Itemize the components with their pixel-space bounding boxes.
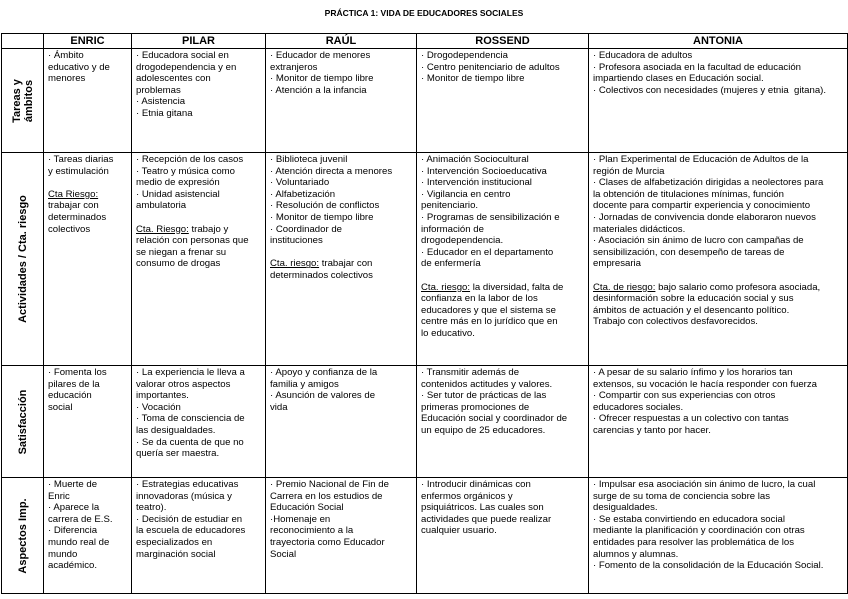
cell-text-line: vida (270, 401, 288, 413)
cell-text-line: determinados (48, 211, 107, 223)
cell-text-line: región de Murcia (593, 165, 665, 177)
cell-text-line: Educación Social (270, 502, 344, 514)
table-cell (589, 49, 848, 153)
cell-text-line: quería ser maestra. (136, 448, 220, 460)
table-cell (132, 153, 266, 366)
cell-text-line: mundo real de (48, 536, 110, 548)
cell-text-line: surge de su toma de conciencia sobre las (593, 490, 771, 502)
cell-text-line: menores (48, 73, 86, 85)
table-cell (132, 478, 266, 594)
cell-text-line: · Tareas diarias (48, 154, 114, 165)
cell-text-line: · Animación Sociocultural (421, 154, 529, 165)
table-cell (44, 478, 132, 594)
cell-text-line: educativo y de (48, 61, 110, 73)
cell-text-line: · Atención directa a menores (270, 165, 393, 177)
cell-text-line: · Estrategias educativas (136, 479, 239, 490)
cell-text-line: centre más en lo jurídico que en (421, 316, 558, 328)
cell-text-line: se niegan a frenar su (136, 246, 227, 258)
column-header: PILAR (132, 34, 266, 49)
cell-text-line: · Aparece la (48, 502, 100, 514)
cell-text-line: carencias y tanto por hacer. (593, 424, 711, 436)
cell-text-line: · Educadora social en (136, 50, 229, 61)
column-header: ROSSEND (417, 34, 589, 49)
cell-text-line: problemas (136, 84, 181, 96)
cell-text-line: marginación social (136, 548, 216, 560)
cell-text-line: · Jornadas de convivencia donde elaboraron nuevos (593, 211, 816, 223)
cell-text-line: · Intervención institucional (421, 177, 532, 189)
cell-text-line: · Profesora asociada en la facultad de educación (593, 61, 801, 73)
corner-cell (2, 34, 44, 49)
cell-text-line: · Etnia gitana (136, 107, 193, 119)
table-cell (589, 478, 848, 594)
cell-text-line: sensibilización, con desempeño de tareas de (593, 246, 785, 258)
cell-text-line: penitenciario. (421, 200, 479, 212)
cell-text-line: educadores y que el sistema se (421, 304, 556, 316)
cell-text-line: primeras promociones de (421, 401, 530, 413)
cell-text-line: · Recepción de los casos (136, 154, 244, 165)
cell-text-line: · Vocación (136, 401, 181, 413)
cell-text-line: Cta. riesgo: la diversidad, falta de (421, 281, 564, 293)
cell-text-line: educación (48, 390, 92, 402)
cell-text-line: ámbitos de actuación y el desencanto político. (593, 304, 790, 316)
cell-text-line: actividades que puede realizar (421, 513, 552, 525)
cell-text-line: mundo (48, 548, 78, 560)
cell-text-line: · Transmitir además de (421, 367, 520, 378)
table-cell (132, 49, 266, 153)
cell-text-line: extranjeros (270, 61, 318, 73)
row-header-label (11, 79, 35, 123)
column-header: ANTONIA (589, 34, 848, 49)
cell-text-line: la escuela de educadores (136, 525, 246, 537)
table-cell (417, 366, 589, 478)
cell-text-line: adolescentes con (136, 73, 211, 85)
educators-table (1, 33, 848, 594)
row-header-text: Tareas y (10, 78, 23, 123)
cell-text-line: especializados en (136, 536, 213, 548)
cell-text-line: desigualdades. (593, 502, 658, 514)
cell-text-line: extensos, su vocación le hacía responder con fuerza (593, 378, 817, 390)
cell-text-line: · Diferencia (48, 525, 98, 537)
cell-text-line: carrera de E.S. (48, 513, 113, 525)
cell-text-line: reconocimiento a la (270, 525, 354, 537)
cell-text-line: · Fomenta los (48, 367, 107, 378)
cell-text-line: · Vigilancia en centro (421, 188, 511, 200)
cell-text-line: ·Homenaje en (270, 513, 331, 525)
row-header-text: Satisfacción (16, 389, 29, 454)
cell-text-line: · Ser tutor de prácticas de las (421, 390, 547, 402)
table-cell (266, 153, 417, 366)
cell-text-line: · Centro penitenciario de adultos (421, 61, 560, 73)
table-cell (44, 153, 132, 366)
column-header: ENRIC (44, 34, 132, 49)
cell-text-line: · Muerte de (48, 479, 98, 490)
cell-text-line: · Alfabetización (270, 188, 336, 200)
risk-label: Cta Riesgo: (48, 188, 99, 200)
cell-text-line: información de (421, 223, 484, 235)
cell-text-line: teatro). (136, 502, 167, 514)
cell-text-line: · Drogodependencia (421, 50, 508, 61)
table-cell (417, 49, 589, 153)
cell-text-line: · La experiencia le lleva a (136, 367, 245, 378)
row-header (2, 153, 44, 366)
table-cell (266, 478, 417, 594)
cell-text-line: Cta. de riesgo: bajo salario como profesora asociada, (593, 281, 821, 293)
table-cell (44, 366, 132, 478)
cell-text-line: social (48, 401, 73, 413)
table-cell (589, 366, 848, 478)
cell-text-line: · Se da cuenta de que no (136, 436, 244, 448)
cell-text-line: de enfermería (421, 258, 481, 270)
cell-text-line: pilares de la (48, 378, 100, 390)
cell-text-line: valorar otros aspectos (136, 378, 231, 390)
row-header (2, 478, 44, 594)
table-cell (417, 478, 589, 594)
cell-text-line: · Asistencia (136, 96, 186, 108)
cell-text-line: educadores sociales. (593, 401, 684, 413)
row-header (2, 49, 44, 153)
risk-label: Cta. de riesgo: (593, 281, 656, 293)
cell-text-line (48, 189, 128, 201)
cell-text-line: académico. (48, 560, 98, 572)
cell-text-line: entidades para resolver las problemática de los (593, 536, 795, 548)
cell-text-line: · Educador en el departamento (421, 246, 554, 258)
cell-text-line: y estimulación (48, 165, 109, 177)
cell-text-line: drogodependencia. (421, 235, 504, 247)
row-header-label (17, 195, 29, 323)
cell-text-line: importantes. (136, 390, 189, 402)
cell-text-line: innovadoras (música y (136, 490, 232, 502)
table-cell (266, 366, 417, 478)
cell-text-line: · Voluntariado (270, 177, 330, 189)
table-cell (589, 153, 848, 366)
cell-text-line: familia y amigos (270, 378, 339, 390)
cell-text-line: · Compartir con sus experiencias con otros (593, 390, 776, 402)
cell-text-line: Trabajo con colectivos desfavorecidos. (593, 316, 758, 328)
cell-text-line: · Plan Experimental de Educación de Adultos de la (593, 154, 809, 165)
risk-label: Cta. Riesgo: (136, 223, 189, 235)
cell-text-line: docente para compartir experiencia y conocimiento (593, 200, 811, 212)
cell-text-line: empresaria (593, 258, 641, 270)
cell-text-line: desinformación sobre la educación social y sus (593, 293, 794, 305)
page-title: PRÁCTICA 1: VIDA DE EDUCADORES SOCIALES (324, 8, 524, 18)
cell-text-line: impartiendo clases en Educación social. (593, 73, 764, 85)
blank-line (593, 270, 844, 282)
cell-text-line: contenidos actitudes y valores. (421, 378, 553, 390)
table-cell (417, 153, 589, 366)
blank-line (270, 247, 413, 259)
cell-text-line: Educación social y coordinador de (421, 413, 568, 425)
cell-text-line: Social (270, 548, 297, 560)
cell-text-line: las desigualdades. (136, 424, 216, 436)
risk-label: Cta. riesgo: (270, 258, 320, 270)
cell-text-line: drogodependencia y en (136, 61, 237, 73)
cell-text-line: trabajar con (48, 200, 99, 212)
cell-text-line: determinados colectivos (270, 269, 373, 281)
cell-text-line: materiales didácticos. (593, 223, 686, 235)
cell-text-line: Carrera en los estudios de (270, 490, 383, 502)
table-row (2, 153, 848, 366)
cell-text-line: · Apoyo y confianza de la (270, 367, 378, 378)
cell-text-line: · Premio Nacional de Fin de (270, 479, 389, 490)
blank-line (421, 270, 585, 282)
cell-text-line: · Clases de alfabetización dirigidas a neolectores para (593, 177, 824, 189)
blank-line (136, 212, 262, 224)
cell-text-line: · Ámbito (48, 50, 84, 61)
cell-text-line: confianza en la labor de los (421, 293, 538, 305)
cell-text-line: · Programas de sensibilización e (421, 211, 560, 223)
cell-text-line: Cta. riesgo: trabajar con (270, 258, 373, 270)
table-cell (132, 366, 266, 478)
table-row (2, 366, 848, 478)
cell-text-line: · Ofrecer respuestas a un colectivo con tantas (593, 413, 789, 425)
cell-text-line: consumo de drogas (136, 258, 221, 270)
cell-text-line: · Introducir dinámicas con (421, 479, 531, 490)
cell-text-line: · Coordinador de (270, 223, 342, 235)
cell-text-line: · Biblioteca juvenil (270, 154, 348, 165)
table-row (2, 49, 848, 153)
cell-text-line: trayectoria como Educador (270, 536, 385, 548)
cell-text-line: Enric (48, 490, 70, 502)
cell-text-line: ambulatoria (136, 200, 187, 212)
cell-text-line: · Toma de consciencia de (136, 413, 245, 425)
blank-line (48, 177, 128, 189)
cell-text-line: · Atención a la infancia (270, 84, 367, 96)
row-header (2, 366, 44, 478)
row-header-text: Aspectos Imp. (16, 497, 29, 574)
cell-text-line: · Educadora de adultos (593, 50, 693, 61)
cell-text-line: · Teatro y música como (136, 165, 235, 177)
table-cell (266, 49, 417, 153)
cell-text-line: · Se estaba convirtiendo en educadora social (593, 513, 785, 525)
cell-text-line: instituciones (270, 235, 323, 247)
cell-text-line: · Monitor de tiempo libre (270, 73, 374, 85)
cell-text-line: · A pesar de su salario ínfimo y los horarios tan (593, 367, 793, 378)
risk-label: Cta. riesgo: (421, 281, 471, 293)
header-row (2, 34, 848, 49)
cell-text-line: · Impulsar esa asociación sin ánimo de lucro, la cual (593, 479, 816, 490)
cell-text-line: un equipo de 25 educadores. (421, 424, 546, 436)
cell-text-line: · Colectivos con necesidades (mujeres y etnia gitana). (593, 84, 827, 96)
cell-text-line: · Educador de menores (270, 50, 371, 61)
cell-text-line: cualquier usuario. (421, 525, 497, 537)
cell-text-line: Cta. Riesgo: trabajo y (136, 223, 229, 235)
cell-text-line: lo educativo. (421, 327, 475, 339)
cell-text-line: · Monitor de tiempo libre (421, 73, 525, 85)
row-header-text: Actividades / Cta. riesgo (16, 195, 29, 323)
cell-text-line: enfermos orgánicos y (421, 490, 513, 502)
cell-text-line: · Decisión de estudiar en (136, 513, 243, 525)
cell-text-line: · Asociación sin ánimo de lucro con campañas de (593, 235, 804, 247)
cell-text-line: · Unidad asistencial (136, 188, 220, 200)
row-header-label (17, 498, 29, 573)
cell-text-line: medio de expresión (136, 177, 220, 189)
cell-text-line: mediante la planificación y coordinación con otras (593, 525, 805, 537)
cell-text-line: · Asunción de valores de (270, 390, 376, 402)
column-header: RAÚL (266, 34, 417, 49)
row-header-text: ámbitos (22, 79, 35, 122)
table-cell (44, 49, 132, 153)
cell-text-line: · Resolución de conflictos (270, 200, 380, 212)
cell-text-line: la obtención de titulaciones mínimas, función (593, 188, 784, 200)
cell-text-line: colectivos (48, 223, 91, 235)
cell-text-line: relación con personas que (136, 235, 249, 247)
row-header-label (17, 389, 29, 454)
cell-text-line: alumnos y alumnas. (593, 548, 679, 560)
cell-text-line: · Monitor de tiempo libre (270, 211, 374, 223)
cell-text-line: · Intervención Socioeducativa (421, 165, 547, 177)
cell-text-line: psiquiátricos. Las cuales son (421, 502, 544, 514)
table-row (2, 478, 848, 594)
cell-text-line: · Fomento de la consolidación de la Educación Social. (593, 560, 824, 572)
